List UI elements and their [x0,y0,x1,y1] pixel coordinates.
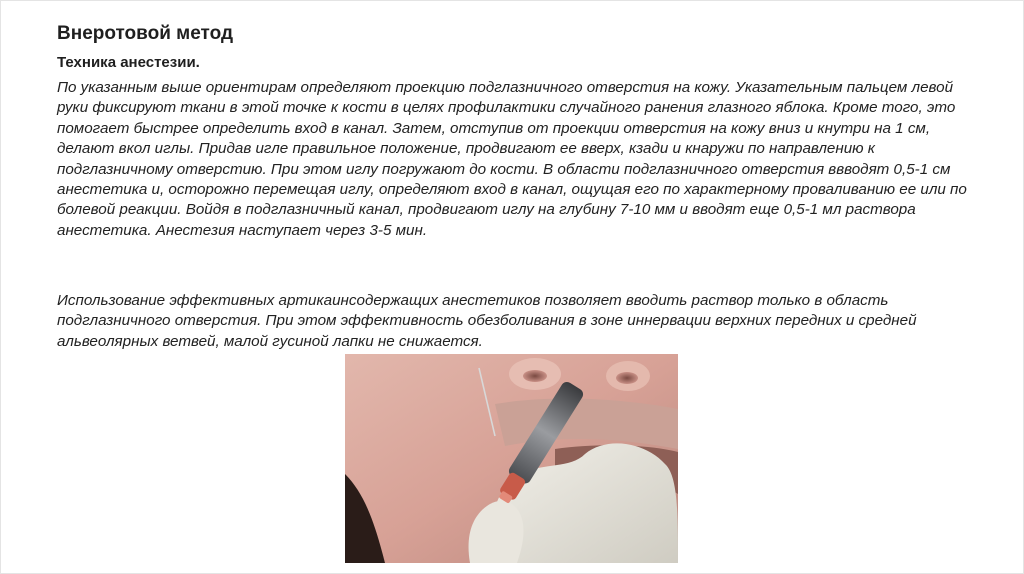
nostril-left [523,370,547,382]
nostril-right [616,372,638,384]
slide-title: Внеротовой метод [57,23,234,44]
anesthetic-paragraph: Использование эффективных артикаинсодержащих анестетиков позволяет вводить раствор только в область подглазничного отверстия. При этом эффективность обезболивания в зоне иннервации верхних передних и средней альвеолярных ветвей, малой гусиной лапки не снижается. [57,292,917,350]
technique-paragraph: По указанным выше ориентирам определяют проекцию подглазничного отверстия на кожу. Указательным пальцем левой руки фиксируют ткани в этой точке к кости в целях профилактики случайного ранения глазного яблока. Кроме того, это помогает быстрее определить вход в канал. Затем, отступив от проекции отверстия на кожу вниз и кнутри на 1 см, делают вкол иглы. Придав игле правильное положение, продвигают ее вверх, кзади и кнаружи по направлению к подглазничному отверстию. При этом иглу погружают до кости. В области подглазничного отверстия ввводят 0,5-1 см анестетика и, осторожно перемещая иглу, определяют вход в канал, ощущая его по характерному проваливанию ее или по болевой реакции. Войдя в подглазничный канал, продвигают иглу на глубину 7-10 мм и вводят еще 0,5-1 мл раствора анестетика. Анестезия наступает через 3-5 мин. [57,79,967,239]
injection-photo [345,354,678,563]
slide-subtitle: Техника анестезии. [57,54,200,71]
